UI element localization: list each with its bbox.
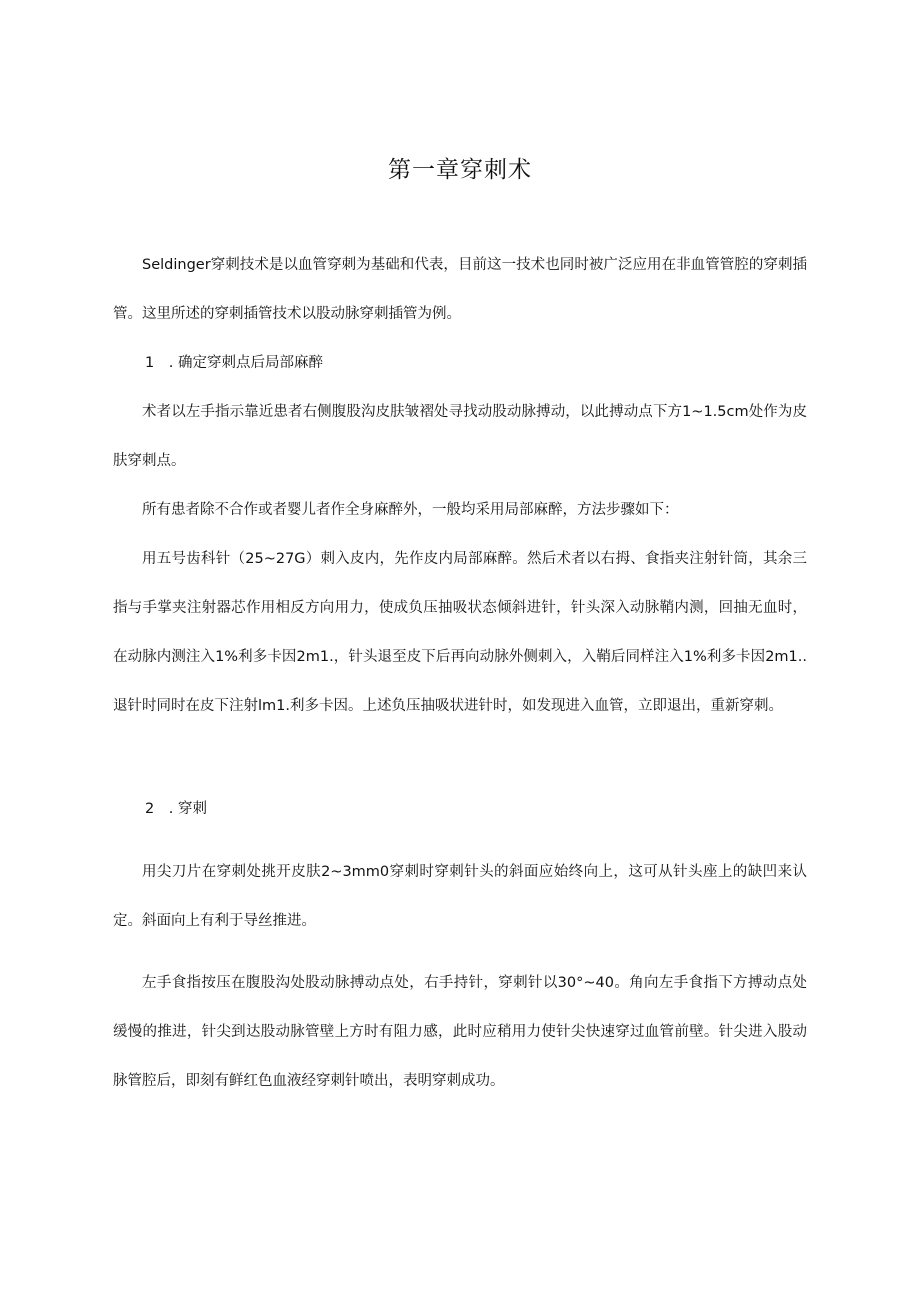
section-2-paragraph-1: 用尖刀片在穿刺处挑开皮肤2~3mm0穿刺时穿刺针头的斜面应始终向上，这可从针头座上的缺凹来认定。斜面向上有利于导丝推进。 (113, 864, 807, 929)
section-2-heading: 2 . 穿刺 (145, 801, 207, 817)
section-1-heading: 1 . 确定穿刺点后局部麻醉 (145, 355, 323, 371)
section-1-paragraph-3: 用五号齿科针（25~27G）刺入皮内，先作皮内局部麻醉。然后术者以右拇、食指夹注射针筒，其余三指与手掌夹注射器芯作用相反方向用力，使成负压抽吸状态倾斜进针，针头深入动脉鞘内测，回抽无血时，在动脉内测注入1%利多卡因2m1.，针头退至皮下后再向动脉外侧刺入，入鞘后同样注入1%利多卡因2m1..退针时同时在皮下注射lm1.利多卡因。上述负压抽吸状进针时，如发现进入血管，立即退出，重新穿刺。 (113, 551, 807, 714)
intro-paragraph: Seldinger穿刺技术是以血管穿刺为基础和代表，目前这一技术也同时被广泛应用在非血管管腔的穿刺插管。这里所述的穿刺插管技术以股动脉穿刺插管为例。 (113, 257, 807, 322)
section-1-paragraph-2: 所有患者除不合作或者婴儿者作全身麻醉外，一般均采用局部麻醉，方法步骤如下： (142, 502, 679, 518)
chapter-title: 第一章穿刺术 (388, 157, 532, 183)
section-1-paragraph-1: 术者以左手指示靠近患者右侧腹股沟皮肤皱褶处寻找动股动脉搏动，以此搏动点下方1~1.5cm处作为皮肤穿刺点。 (113, 404, 807, 469)
section-2-paragraph-2: 左手食指按压在腹股沟处股动脉搏动点处，右手持针，穿刺针以30°~40。角向左手食指下方搏动点处缓慢的推进，针尖到达股动脉管壁上方时有阻力感，此时应稍用力使针尖快速穿过血管前壁。针尖进入股动脉管腔后，即刻有鲜红色血液经穿刺针喷出，表明穿刺成功。 (113, 975, 807, 1089)
